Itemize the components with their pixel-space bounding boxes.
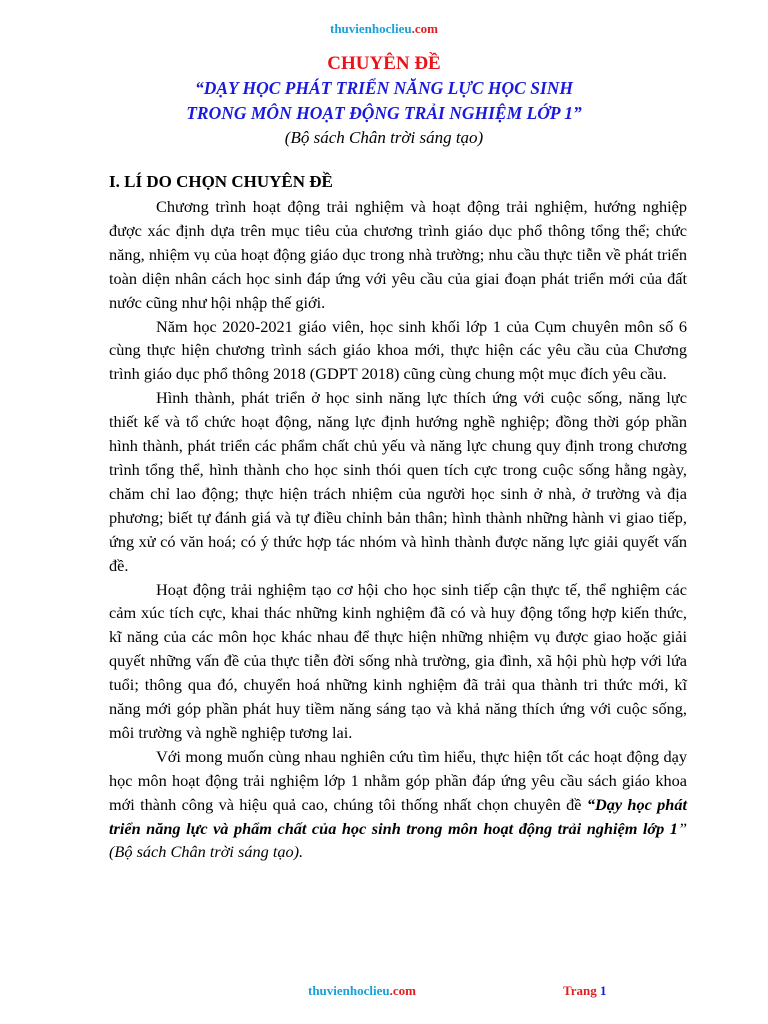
page-number	[563, 983, 606, 999]
topic-title-emphasis: “Dạy học phát triển năng lực và phẩm chất của học sinh trong môn hoạt động trải nghiệm lớp 1	[109, 794, 688, 838]
body-paragraph: Hoạt động trải nghiệm tạo cơ hội cho học sinh tiếp cận thực tế, thể nghiệm các cảm xúc tích cực, khai thác những kinh nghiệm đã có và huy động tổng hợp kiến thức, kĩ năng của các môn học khác nhau để thực hiện những nhiệm vụ được giao hoặc giải quyết những vấn đề của thực tiễn đời sống nhà trường, gia đình, xã hội phù hợp với lứa tuổi; thông qua đó, chuyển hoá những kinh nghiệm đã trải qua thành tri thức mới, kĩ năng mới góp phần phát huy tiềm năng sáng tạo và khả năng thích ứng với cuộc sống, môi trường và nghề nghiệp tương lai.	[109, 579, 687, 742]
body-paragraph: Chương trình hoạt động trải nghiệm và hoạt động trải nghiệm, hướng nghiệp được xác định dựa trên mục tiêu của chương trình giáo dục phổ thông tổng thể; chức năng, nhiệm vụ của hoạt động giáo dục trong nhà trường; nhu cầu thực tiễn về phát triển toàn diện nhân cách học sinh đáp ứng với yêu cầu của giai đoạn phát triển mới của đất nước cũng như hội nhập thế giới.	[109, 197, 687, 312]
header-site-name: thuvienhoclieu	[330, 21, 412, 36]
body-paragraph: Năm học 2020-2021 giáo viên, học sinh khối lớp 1 của Cụm chuyên môn số 6 cùng thực hiện chương trình sách giáo khoa mới, thực hiện các yêu cầu của Chương trình giáo dục phổ thông 2018 (GDPT 2018) cũng cùng chung một mục đích yêu cầu.	[109, 316, 687, 384]
section-heading: I. LÍ DO CHỌN CHUYÊN ĐỀ	[109, 172, 333, 191]
final-paragraph-tail: ” (Bộ sách Chân trời sáng tạo).	[109, 818, 687, 862]
body-paragraph-final	[109, 745, 687, 865]
footer-site-tld: .com	[389, 983, 416, 998]
section-body	[109, 195, 687, 864]
final-paragraph-lead: Với mong muốn cùng nhau nghiên cứu tìm hiểu, thực hiện tốt các hoạt động dạy học môn hoạt động trải nghiệm lớp 1 nhằm góp phần đáp ứng yêu cầu sách giáo khoa mới thành công và hiệu quả cao, chúng tôi thống nhất chọn chuyên đề	[109, 746, 687, 814]
header-site-tld: .com	[411, 21, 438, 36]
footer-site-link	[308, 983, 416, 999]
page-footer	[0, 983, 768, 999]
document-title: CHUYÊN ĐỀ	[327, 53, 441, 74]
footer-site-name: thuvienhoclieu	[308, 983, 390, 998]
site-header	[0, 21, 768, 37]
document-series-note: (Bộ sách Chân trời sáng tạo)	[284, 128, 484, 147]
document-subtitle-line-1: “DẠY HỌC PHÁT TRIỂN NĂNG LỰC HỌC SINH	[194, 78, 574, 98]
title-block	[0, 52, 768, 150]
page-number-value: 1	[599, 983, 607, 998]
page-label: Trang	[563, 983, 597, 998]
document-subtitle-line-2: TRONG MÔN HOẠT ĐỘNG TRẢI NGHIỆM LỚP 1”	[186, 103, 582, 123]
body-paragraph: Hình thành, phát triển ở học sinh năng lực thích ứng với cuộc sống, năng lực thiết kế và tổ chức hoạt động, năng lực định hướng nghề nghiệp; đồng thời góp phần hình thành, phát triển các phẩm chất chủ yếu và năng lực chung quy định trong chương trình tổng thể, hình thành cho học sinh thói quen tích cực trong cuộc sống hằng ngày, chăm chỉ lao động; thực hiện trách nhiệm của người học sinh ở nhà, ở trường và địa phương; biết tự đánh giá và tự điều chỉnh bản thân; hình thành những hành vi giao tiếp, ứng xử có văn hoá; có ý thức hợp tác nhóm và hình thành được năng lực giải quyết vấn đề.	[109, 388, 687, 575]
